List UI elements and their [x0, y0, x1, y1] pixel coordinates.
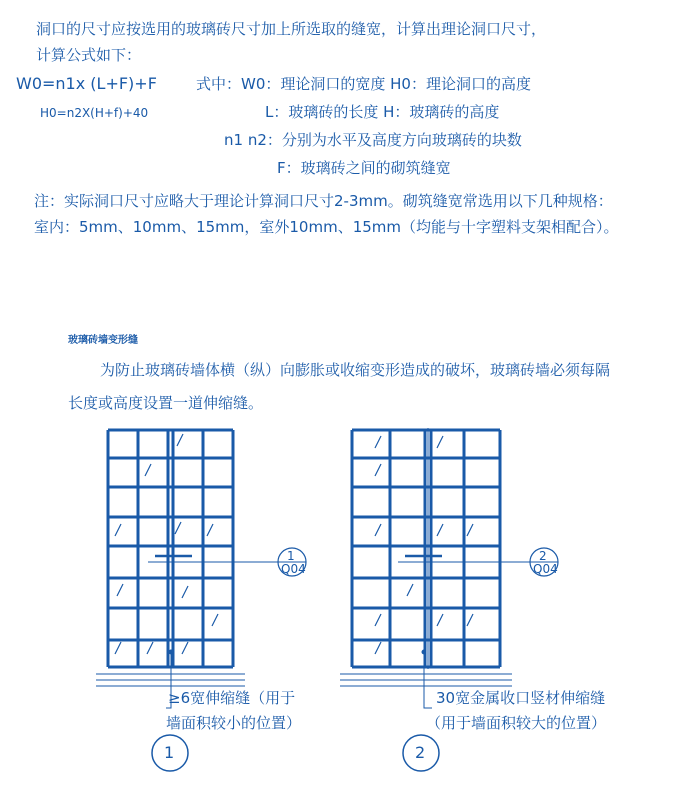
wall-2-glass-mark — [467, 614, 473, 626]
wall-1-glass-mark — [182, 642, 188, 654]
wall-2-glass-mark — [375, 464, 381, 476]
legend-f: F：玻璃砖之间的砌筑缝宽 — [277, 159, 451, 177]
wall-2-glass-mark — [375, 642, 381, 654]
detail-2-label-1: 30宽金属收口竖材伸缩缝 — [436, 689, 606, 707]
legend-n1-n2: n1 n2：分别为水平及高度方向玻璃砖的块数 — [224, 131, 522, 149]
detail-2-circle-number: 2 — [415, 743, 426, 762]
detail-1-circle-number: 1 — [164, 743, 175, 762]
wall-2-glass-mark — [467, 524, 473, 536]
detail-2-label-2: （用于墙面积较大的位置） — [426, 714, 607, 732]
wall-1-glass-mark — [115, 642, 121, 654]
section-title: 玻璃砖墙变形缝 — [68, 335, 138, 346]
section-para-2: 长度或高度设置一道伸缩缝。 — [68, 394, 264, 412]
wall-2-glass-mark — [375, 614, 381, 626]
formula-w0: W0=n1x (L+F)+F — [16, 74, 157, 93]
wall-2-glass-mark — [375, 436, 381, 448]
legend-w0-h0: 式中：W0：理论洞口的宽度 H0：理论洞口的高度 — [196, 75, 531, 93]
wall-1-glass-mark — [145, 464, 151, 476]
callout-2-number: 2 — [539, 549, 547, 563]
wall-2-glass-mark — [375, 524, 381, 536]
wall-1-glass-mark — [182, 586, 188, 598]
wall-2 — [340, 430, 512, 686]
intro-line-1: 洞口的尺寸应按选用的玻璃砖尺寸加上所选取的缝宽，计算出理论洞口尺寸， — [36, 20, 547, 38]
formula-h0: H0=n2X(H+f)+40 — [40, 106, 149, 120]
wall-1-glass-mark — [117, 584, 123, 596]
note-line-1: 注：实际洞口尺寸应略大于理论计算洞口尺寸2-3mm。砌筑缝宽常选用以下几种规格： — [34, 192, 613, 210]
wall-1-glass-mark — [177, 434, 183, 446]
wall-1-glass-mark — [207, 524, 213, 536]
note-line-2: 室内：5mm、10mm、15mm，室外10mm、15mm（均能与十字塑料支架相配合）。 — [34, 218, 619, 236]
callout-1-number: 1 — [287, 549, 295, 563]
wall-1-glass-mark — [115, 524, 121, 536]
intro-line-2: 计算公式如下： — [36, 46, 142, 64]
detail-1-label-1: ≥6宽伸缩缝（用于 — [168, 689, 296, 707]
wall-2-glass-mark — [437, 524, 443, 536]
wall-1-glass-mark — [212, 614, 218, 626]
wall-2-glass-mark — [437, 436, 443, 448]
legend-l-h: L：玻璃砖的长度 H：玻璃砖的高度 — [265, 103, 500, 121]
detail-1-label-2: 墙面积较小的位置） — [166, 714, 302, 732]
wall-1-glass-mark — [175, 522, 181, 534]
callout-2-ref: Q04 — [533, 562, 558, 576]
section-para-1: 为防止玻璃砖墙体横（纵）向膨胀或收缩变形造成的破坏，玻璃砖墙必须每隔 — [100, 361, 611, 379]
wall-2-glass-mark — [437, 614, 443, 626]
wall-1-glass-mark — [147, 642, 153, 654]
wall-2-glass-mark — [407, 584, 413, 596]
callout-1-ref: Q04 — [281, 562, 306, 576]
